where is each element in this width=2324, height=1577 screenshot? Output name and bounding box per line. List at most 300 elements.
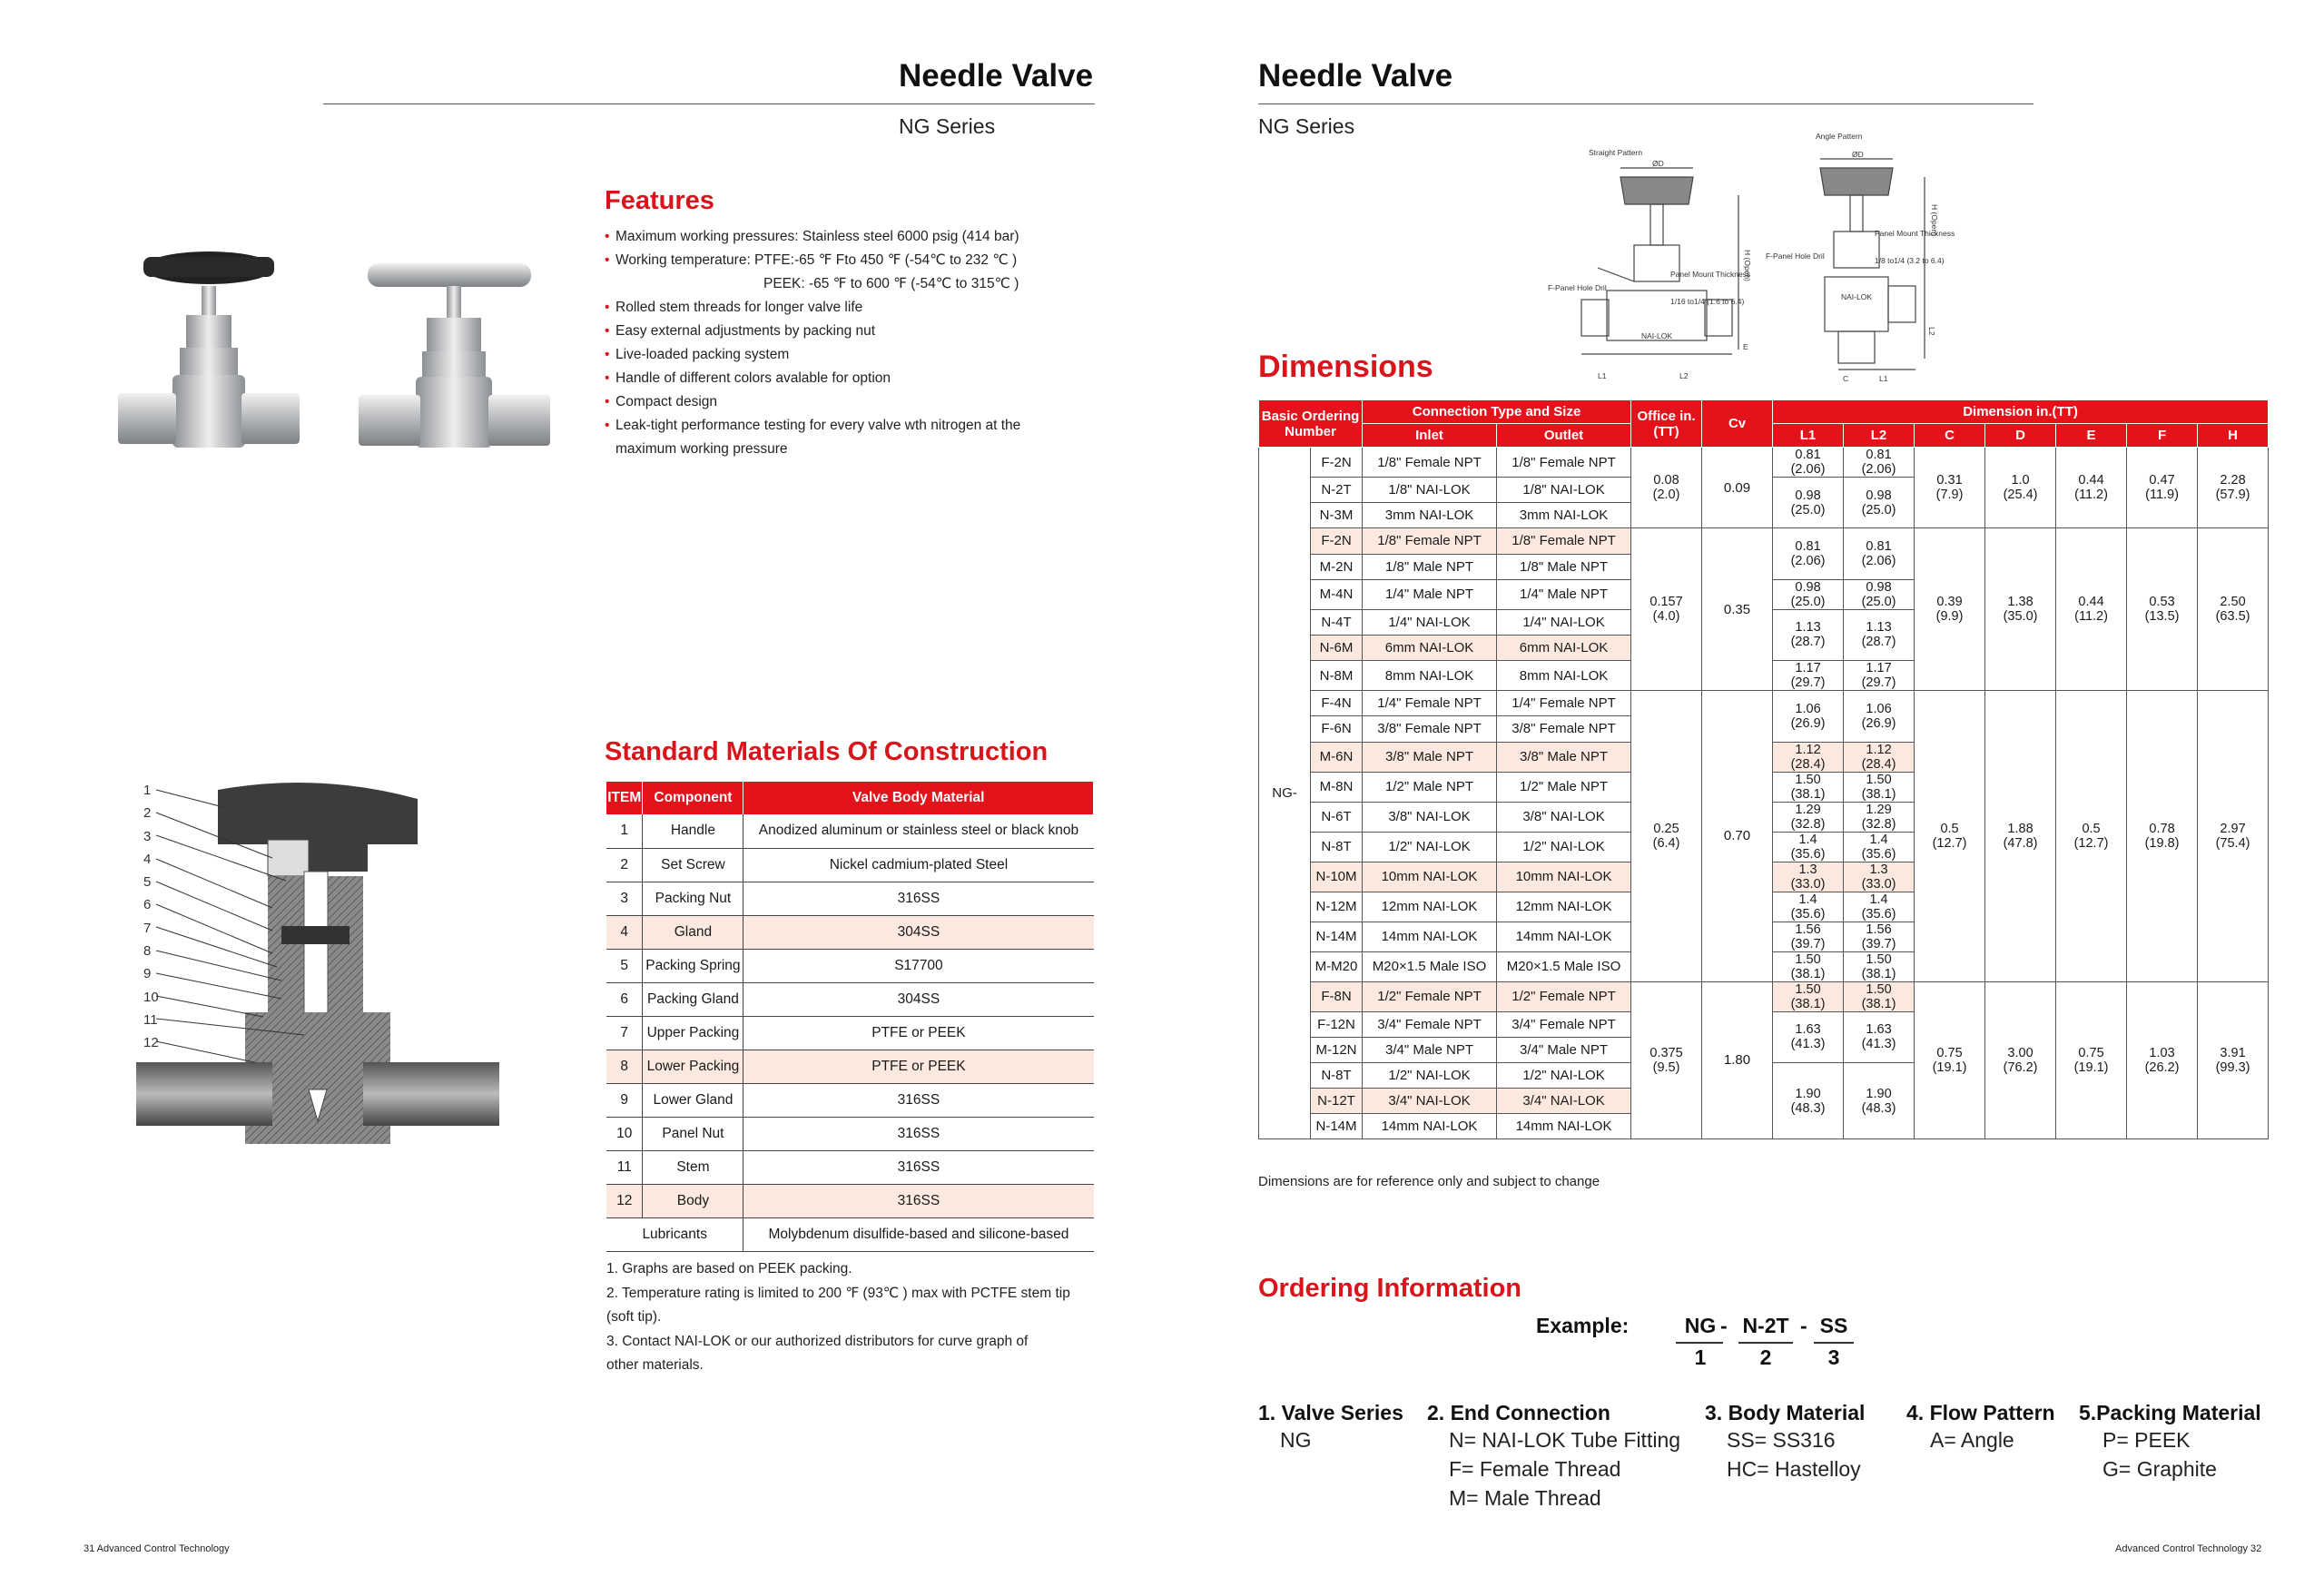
e-cell-inch: 0.44 [2078, 595, 2104, 610]
materials-table-body [606, 814, 1094, 1251]
inlet-cell: 1/2" NAI-LOK [1363, 1062, 1497, 1088]
callout-number: 1 [143, 783, 152, 798]
example-underline [1738, 1342, 1793, 1344]
feature-item: • Leak-tight performance testing for every valve wth nitrogen at the [605, 414, 1095, 438]
ordering-col-heading: 4. Flow Pattern [1906, 1401, 2055, 1424]
l1-cell-inch: 1.50 [1795, 981, 1821, 997]
outlet-cell: 3/8" NAI-LOK [1497, 802, 1631, 832]
example-num: 3 [1827, 1345, 1840, 1369]
header-l1: L1 [1773, 424, 1844, 448]
l2-cell-inch: 1.12 [1866, 742, 1892, 757]
materials-cell-material: 316SS [743, 1083, 1094, 1117]
l1-cell-inch: 0.98 [1795, 579, 1821, 595]
materials-row [606, 1083, 1094, 1117]
materials-cell-material: S17700 [743, 949, 1094, 982]
l2-cell-inch: 1.63 [1866, 1022, 1892, 1038]
feature-item: • Compact design [605, 390, 1095, 414]
c-cell-mm: (19.1) [1932, 1060, 1967, 1075]
ordering-code: N-12M [1311, 892, 1363, 922]
note-line: 3. Contact NAI-LOK or our authorized distributors for curve graph of [606, 1333, 1029, 1349]
l1-cell-mm: (39.7) [1790, 936, 1826, 951]
callout-number: 4 [143, 851, 152, 867]
materials-table [606, 782, 1094, 1252]
inlet-cell: 1/4" Male NPT [1363, 579, 1497, 609]
l1-cell [1773, 609, 1844, 660]
office-cell-mm: (6.4) [1652, 835, 1680, 851]
header-office: Office in.(TT) [1631, 400, 1702, 448]
d-cell [1985, 448, 2056, 528]
l1-cell-inch: 1.3 [1798, 862, 1817, 877]
outlet-cell: 1/4" NAI-LOK [1497, 609, 1631, 635]
h-cell-mm: (57.9) [2215, 488, 2250, 503]
materials-cell-material: 316SS [743, 1150, 1094, 1184]
materials-cell-item: 8 [606, 1050, 643, 1083]
c-cell-mm: (7.9) [1935, 488, 1964, 503]
l2-cell [1844, 579, 1915, 609]
ordering-value: F= Female Thread [1449, 1457, 1621, 1481]
l2-cell-inch: 0.98 [1866, 488, 1892, 503]
callout-number: 10 [143, 989, 159, 1005]
l2-cell-mm: (28.7) [1861, 635, 1896, 650]
outlet-cell: 14mm NAI-LOK [1497, 1114, 1631, 1139]
l1-cell [1773, 832, 1844, 862]
materials-cell-material: PTFE or PEEK [743, 1050, 1094, 1083]
black-knob-valve-photo [118, 251, 300, 448]
office-cell-inch: 0.25 [1653, 821, 1679, 836]
office-cell-mm: (9.5) [1652, 1060, 1680, 1075]
l1-label-straight: L1 [1598, 371, 1607, 380]
h-cell-inch: 2.28 [2220, 473, 2246, 488]
outlet-cell: 3/4" NAI-LOK [1497, 1089, 1631, 1114]
l2-cell [1844, 661, 1915, 691]
l1-cell [1773, 772, 1844, 802]
h-cell-mm: (75.4) [2215, 835, 2250, 851]
materials-cell-material: 316SS [743, 1184, 1094, 1217]
ordering-code: M-12N [1311, 1037, 1363, 1062]
header-cv: Cv [1702, 400, 1773, 448]
l2-cell-inch: 1.29 [1866, 802, 1892, 817]
f-cell-mm: (11.9) [2145, 488, 2179, 503]
ordering-col-material [1705, 1401, 1865, 1483]
office-cell [1631, 691, 1702, 981]
l1-cell-inch: 1.56 [1795, 922, 1821, 937]
l2-cell-inch: 1.17 [1866, 661, 1892, 676]
l1-cell-inch: 0.81 [1795, 539, 1821, 555]
l1-label-angle: L1 [1879, 374, 1888, 383]
open-label-straight: H (Open) [1743, 250, 1752, 281]
outlet-cell: 1/8" Female NPT [1497, 448, 1631, 478]
valve-product-photos [109, 241, 554, 463]
l1-cell-inch: 1.50 [1795, 951, 1821, 967]
ordering-code: M-6N [1311, 742, 1363, 772]
feature-item: maximum working pressure [615, 441, 788, 457]
d-cell-inch: 3.00 [2007, 1045, 2034, 1060]
brand-label-angle: NAI-LOK [1841, 292, 1873, 301]
materials-cell-component: Stem [643, 1150, 743, 1184]
header-l2: L2 [1844, 424, 1915, 448]
header-outlet: Outlet [1497, 424, 1631, 448]
example-part-connection: N-2T [1742, 1314, 1789, 1337]
f-cell-inch: 1.03 [2149, 1045, 2175, 1060]
c-cell-mm: (12.7) [1932, 835, 1967, 851]
header-inlet: Inlet [1363, 424, 1497, 448]
h-cell [2198, 981, 2269, 1139]
header-c: C [1915, 424, 1985, 448]
ordering-code: F-2N [1311, 448, 1363, 478]
l2-cell-mm: (41.3) [1861, 1037, 1896, 1052]
inlet-cell: 8mm NAI-LOK [1363, 661, 1497, 691]
materials-cell-component: Panel Nut [643, 1117, 743, 1150]
materials-cell-material: Molybdenum disulfide-based and silicone-based [743, 1217, 1094, 1251]
inlet-cell: 6mm NAI-LOK [1363, 635, 1497, 660]
ordering-col-heading: 5.Packing Material [2079, 1401, 2261, 1424]
l2-cell-mm: (48.3) [1861, 1100, 1896, 1116]
office-cell [1631, 448, 1702, 528]
note-line: 2. Temperature rating is limited to 200 ℉ (93℃ ) max with PCTFE stem tip [606, 1285, 1070, 1301]
inlet-cell: 1/8" Female NPT [1363, 448, 1497, 478]
h-cell-inch: 3.91 [2220, 1045, 2246, 1060]
ordering-value: SS= SS316 [1727, 1428, 1836, 1452]
l2-cell-mm: (28.4) [1861, 756, 1896, 772]
ordering-code: N-14M [1311, 1114, 1363, 1139]
inlet-cell: 3/4" Male NPT [1363, 1037, 1497, 1062]
d-cell [1985, 981, 2056, 1139]
panel-mount-label-straight: Panel Mount Thickness [1670, 270, 1751, 279]
feature-item: PEEK: -65 ℉ to 600 ℉ (-54℃ to 315℃ ) [763, 276, 1019, 291]
l1-cell [1773, 661, 1844, 691]
ordering-heading: Ordering Information [1258, 1274, 1521, 1303]
l2-cell-inch: 1.90 [1866, 1086, 1892, 1101]
left-page-title: Needle Valve [899, 58, 1094, 94]
l1-cell [1773, 951, 1844, 981]
inlet-cell: 3mm NAI-LOK [1363, 503, 1497, 528]
l2-cell-inch: 0.81 [1866, 448, 1892, 462]
example-part-material: SS [1819, 1314, 1848, 1337]
e-cell-mm: (19.1) [2073, 1060, 2109, 1075]
l2-cell-mm: (25.0) [1861, 502, 1896, 517]
inlet-cell: 3/8" Male NPT [1363, 742, 1497, 772]
l2-cell [1844, 862, 1915, 892]
l1-cell-inch: 1.12 [1795, 742, 1821, 757]
materials-header-material: Valve Body Material [743, 782, 1094, 814]
dimensions-table [1258, 399, 2269, 1139]
l2-cell-mm: (38.1) [1861, 996, 1896, 1011]
l2-cell-inch: 1.4 [1869, 832, 1888, 847]
inlet-cell: 1/4" NAI-LOK [1363, 609, 1497, 635]
l2-label-angle: L2 [1927, 327, 1936, 336]
inlet-cell: 1/2" NAI-LOK [1363, 832, 1497, 862]
materials-cell-component: Body [643, 1184, 743, 1217]
l1-cell [1773, 802, 1844, 832]
materials-cell-item: 6 [606, 982, 643, 1016]
ordering-code: N-12T [1311, 1089, 1363, 1114]
l1-cell [1773, 892, 1844, 922]
l1-cell-mm: (48.3) [1790, 1100, 1826, 1116]
e-cell [2056, 691, 2127, 981]
right-footer: Advanced Control Technology 32 [2115, 1543, 2262, 1554]
dimensions-row [1259, 691, 2269, 716]
d-cell-mm: (35.0) [2003, 609, 2038, 625]
l2-cell-mm: (35.6) [1861, 846, 1896, 862]
outlet-cell: 3mm NAI-LOK [1497, 503, 1631, 528]
ordering-code: F-6N [1311, 716, 1363, 742]
materials-cell-component: Packing Gland [643, 982, 743, 1016]
materials-cell-material: 316SS [743, 882, 1094, 915]
l2-cell-mm: (25.0) [1861, 594, 1896, 609]
f-cell-inch: 0.47 [2149, 473, 2175, 488]
materials-row [606, 949, 1094, 982]
inlet-cell: 1/8" Female NPT [1363, 528, 1497, 554]
l1-cell-mm: (25.0) [1790, 502, 1826, 517]
l2-cell-mm: (32.8) [1861, 816, 1896, 832]
ordering-code: M-4N [1311, 579, 1363, 609]
ordering-value: M= Male Thread [1449, 1486, 1601, 1510]
l1-cell-inch: 1.29 [1795, 802, 1821, 817]
materials-cell-material: 304SS [743, 915, 1094, 949]
e-cell [2056, 528, 2127, 691]
ordering-code: N-8T [1311, 1062, 1363, 1088]
brand-label-straight: NAI-LOK [1641, 331, 1673, 340]
l1-cell [1773, 922, 1844, 951]
inlet-cell: 3/4" Female NPT [1363, 1011, 1497, 1037]
l2-cell-mm: (2.06) [1861, 462, 1896, 477]
office-cell [1631, 528, 1702, 691]
ordering-code: M-8N [1311, 772, 1363, 802]
header-d: D [1985, 424, 2056, 448]
features-heading: Features [605, 186, 714, 215]
header-basic-ordering: Basic Ordering Number [1259, 400, 1363, 448]
l1-cell-mm: (41.3) [1790, 1037, 1826, 1052]
l1-cell-mm: (38.1) [1790, 966, 1826, 981]
f-cell [2127, 981, 2198, 1139]
ordering-value: NG [1280, 1428, 1312, 1452]
example-num: 2 [1759, 1345, 1772, 1369]
example-label: Example: [1536, 1314, 1630, 1337]
t-handle-valve-photo [359, 263, 550, 448]
thickness-angle: 1/8 to1/4 (3.2 to 6.4) [1875, 256, 1945, 265]
l2-cell-inch: 1.3 [1869, 862, 1888, 877]
materials-cell-component: Set Screw [643, 848, 743, 882]
l1-cell-mm: (38.1) [1790, 996, 1826, 1011]
e-cell [2056, 448, 2127, 528]
ordering-code: F-2N [1311, 528, 1363, 554]
dimensions-row [1259, 981, 2269, 1011]
c-cell [1915, 981, 1985, 1139]
inlet-cell: 12mm NAI-LOK [1363, 892, 1497, 922]
l2-cell [1844, 981, 1915, 1011]
ordering-col-flow [1906, 1401, 2055, 1454]
l1-cell [1773, 579, 1844, 609]
materials-cell-component: Upper Packing [643, 1016, 743, 1050]
inlet-cell: 14mm NAI-LOK [1363, 922, 1497, 951]
l2-cell-mm: (2.06) [1861, 554, 1896, 569]
cv-cell: 0.70 [1702, 691, 1773, 981]
materials-cell-material: 304SS [743, 982, 1094, 1016]
feature-item: • Handle of different colors avalable for option [605, 367, 1095, 390]
l1-cell-inch: 1.90 [1795, 1086, 1821, 1101]
l2-cell-mm: (33.0) [1861, 876, 1896, 892]
l2-cell [1844, 922, 1915, 951]
d-cell-mm: (47.8) [2003, 835, 2038, 851]
materials-cell-item: 3 [606, 882, 643, 915]
l1-cell [1773, 862, 1844, 892]
d-cell [1985, 528, 2056, 691]
ordering-prefix: NG- [1259, 448, 1311, 1139]
office-cell-inch: 0.375 [1649, 1045, 1683, 1060]
l1-cell-mm: (2.06) [1790, 554, 1826, 569]
f-cell-inch: 0.78 [2149, 821, 2175, 836]
outlet-cell: 3/8" Male NPT [1497, 742, 1631, 772]
materials-cell-component: Lower Packing [643, 1050, 743, 1083]
l2-cell-mm: (26.9) [1861, 715, 1896, 731]
office-cell [1631, 981, 1702, 1139]
ordering-col-heading: 3. Body Material [1705, 1401, 1866, 1424]
e-cell-inch: 0.44 [2078, 473, 2104, 488]
h-cell-inch: 2.50 [2220, 595, 2246, 610]
h-cell [2198, 691, 2269, 981]
l2-label-straight: L2 [1679, 371, 1689, 380]
l1-cell [1773, 448, 1844, 478]
example-separator: - [1800, 1314, 1807, 1337]
right-page-title: Needle Valve [1258, 58, 1453, 94]
c-cell-inch: 0.39 [1936, 595, 1963, 610]
header-connection: Connection Type and Size [1363, 400, 1631, 424]
feature-item: • Easy external adjustments by packing nut [605, 320, 1095, 343]
left-title-divider [323, 103, 1095, 104]
ordering-value: A= Angle [1930, 1428, 2014, 1452]
inlet-cell: 3/4" NAI-LOK [1363, 1089, 1497, 1114]
ordering-col-heading: 2. End Connection [1427, 1401, 1610, 1424]
l2-cell [1844, 951, 1915, 981]
angle-pattern-label: Angle Pattern [1816, 132, 1863, 141]
materials-cell-item: 2 [606, 848, 643, 882]
l2-cell-mm: (38.1) [1861, 966, 1896, 981]
header-f: F [2127, 424, 2198, 448]
l2-cell [1844, 478, 1915, 528]
l2-cell-inch: 1.06 [1866, 701, 1892, 716]
ordering-code: N-2T [1311, 478, 1363, 503]
office-cell-mm: (2.0) [1652, 488, 1680, 503]
l1-cell-mm: (35.6) [1790, 846, 1826, 862]
outlet-cell: 10mm NAI-LOK [1497, 862, 1631, 892]
ordering-value: P= PEEK [2102, 1428, 2191, 1452]
ordering-code: N-10M [1311, 862, 1363, 892]
l2-cell [1844, 448, 1915, 478]
outlet-cell: 1/4" Female NPT [1497, 691, 1631, 716]
materials-cell-item: 12 [606, 1184, 643, 1217]
e-label-straight: E [1743, 342, 1748, 351]
f-cell [2127, 528, 2198, 691]
e-cell [2056, 981, 2127, 1139]
dimensions-table-body [1259, 448, 2269, 1139]
ordering-col-packing [2079, 1401, 2261, 1483]
materials-cell-component: Lubricants [606, 1217, 743, 1251]
f-cell-inch: 0.53 [2149, 595, 2175, 610]
left-footer: 31 Advanced Control Technology [84, 1543, 230, 1554]
c-cell [1915, 528, 1985, 691]
outlet-cell: 12mm NAI-LOK [1497, 892, 1631, 922]
callout-number: 7 [143, 920, 152, 936]
panel-hole-label-angle: F-Panel Hole Dril [1766, 251, 1825, 261]
l1-cell-inch: 1.50 [1795, 772, 1821, 787]
f-cell [2127, 691, 2198, 981]
header-e: E [2056, 424, 2127, 448]
od-label-straight: ØD [1652, 159, 1664, 168]
office-cell-mm: (4.0) [1652, 609, 1680, 625]
right-series-label: NG Series [1258, 114, 1355, 138]
inlet-cell: 3/8" Female NPT [1363, 716, 1497, 742]
inlet-cell: 3/8" NAI-LOK [1363, 802, 1497, 832]
l1-cell-mm: (25.0) [1790, 594, 1826, 609]
outlet-cell: 14mm NAI-LOK [1497, 922, 1631, 951]
materials-row [606, 882, 1094, 915]
l1-cell-mm: (28.4) [1790, 756, 1826, 772]
materials-cell-item: 5 [606, 949, 643, 982]
callout-number: 5 [143, 874, 152, 891]
f-cell-mm: (13.5) [2144, 609, 2180, 625]
l2-cell [1844, 609, 1915, 660]
l2-cell [1844, 772, 1915, 802]
f-cell-mm: (19.8) [2144, 835, 2180, 851]
c-cell-mm: (9.9) [1935, 609, 1964, 625]
outlet-cell: M20×1.5 Male ISO [1497, 951, 1631, 981]
f-cell-mm: (26.2) [2144, 1060, 2180, 1075]
l1-cell-mm: (2.06) [1790, 462, 1826, 477]
note-line: other materials. [606, 1357, 704, 1373]
note-line: (soft tip). [606, 1309, 662, 1325]
ordering-value: G= Graphite [2102, 1457, 2217, 1481]
materials-row [606, 1117, 1094, 1150]
outlet-cell: 3/4" Male NPT [1497, 1037, 1631, 1062]
outlet-cell: 1/2" Female NPT [1497, 981, 1631, 1011]
header-h: H [2198, 424, 2269, 448]
l2-cell-inch: 1.56 [1866, 922, 1892, 937]
l1-cell-mm: (33.0) [1790, 876, 1826, 892]
l2-cell-mm: (35.6) [1861, 906, 1896, 922]
e-cell-inch: 0.5 [2082, 821, 2101, 836]
ordering-value: N= NAI-LOK Tube Fitting [1449, 1428, 1681, 1452]
office-cell-inch: 0.157 [1649, 595, 1683, 610]
materials-cell-material: Anodized aluminum or stainless steel or black knob [743, 814, 1094, 848]
h-cell-inch: 2.97 [2220, 821, 2246, 836]
cross-section-callouts [143, 779, 159, 1055]
right-title-divider [1258, 103, 2034, 104]
inlet-cell: 1/4" Female NPT [1363, 691, 1497, 716]
l1-cell [1773, 691, 1844, 742]
outlet-cell: 1/2" NAI-LOK [1497, 1062, 1631, 1088]
inlet-cell: 1/8" Male NPT [1363, 554, 1497, 579]
l2-cell [1844, 528, 1915, 579]
materials-header-item: ITEM [606, 782, 643, 814]
materials-cell-item: 1 [606, 814, 643, 848]
ordering-code: N-3M [1311, 503, 1363, 528]
l2-cell [1844, 1011, 1915, 1062]
ordering-code: N-14M [1311, 922, 1363, 951]
l1-cell-mm: (29.7) [1790, 675, 1826, 691]
l1-cell-inch: 1.13 [1795, 620, 1821, 636]
inlet-cell: 10mm NAI-LOK [1363, 862, 1497, 892]
materials-row [606, 1050, 1094, 1083]
l1-cell-inch: 1.63 [1795, 1022, 1821, 1038]
callout-number: 11 [143, 1011, 158, 1028]
example-num: 1 [1694, 1345, 1707, 1369]
example-part-series: NG [1684, 1314, 1717, 1337]
d-cell-inch: 1.38 [2007, 595, 2034, 610]
outlet-cell: 1/8" Female NPT [1497, 528, 1631, 554]
l2-cell-inch: 0.81 [1866, 539, 1892, 555]
outlet-cell: 1/8" NAI-LOK [1497, 478, 1631, 503]
d-cell-inch: 1.0 [2011, 473, 2030, 488]
